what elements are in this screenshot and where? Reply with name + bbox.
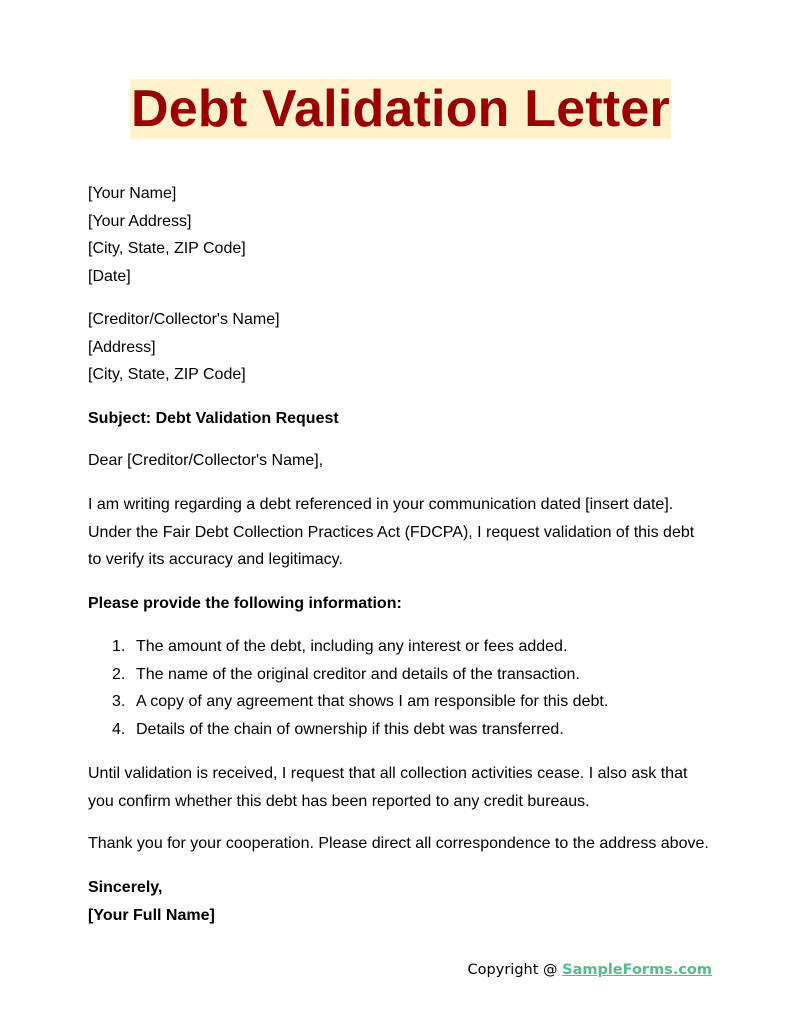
brand-link[interactable]: SampleForms.com: [562, 962, 712, 978]
recipient-name: [Creditor/Collector's Name]: [88, 311, 280, 328]
list-item-text: The amount of the debt, including any interest or fees added.: [136, 638, 568, 655]
list-item: [88, 688, 718, 716]
signature: [Your Full Name]: [88, 906, 215, 924]
info-list: [88, 633, 718, 743]
subject-line: Subject: Debt Validation Request: [88, 410, 339, 427]
sender-city-state-zip: [City, State, ZIP Code]: [88, 240, 246, 257]
list-item: [88, 633, 718, 661]
list-item-text: The name of the original creditor and details of the transaction.: [136, 665, 580, 683]
salutation: Dear [Creditor/Collector's Name],: [88, 452, 324, 469]
sender-name: [Your Name]: [88, 185, 177, 202]
title-wrap: [0, 79, 801, 139]
page-title: Debt Validation Letter: [131, 80, 670, 138]
closing-block: [88, 874, 718, 929]
recipient-city-state-zip: [City, State, ZIP Code]: [88, 366, 246, 383]
copyright-footer: [468, 958, 712, 982]
list-item: [88, 716, 718, 744]
info-list-block: [88, 633, 718, 743]
list-item-text: A copy of any agreement that shows I am responsible for this debt.: [136, 693, 609, 711]
list-item: [88, 661, 718, 689]
sender-address: [Your Address]: [88, 212, 192, 230]
intro-line: to verify its accuracy and legitimacy.: [88, 551, 343, 568]
cease-paragraph: [88, 760, 718, 815]
copyright-prefix: Copyright @: [467, 962, 563, 978]
list-item-text: Details of the chain of ownership if this debt was transferred.: [136, 720, 564, 738]
info-heading-block: [88, 590, 718, 618]
salutation-block: [88, 447, 718, 475]
sender-date: [Date]: [88, 267, 131, 285]
closing: Sincerely,: [88, 879, 163, 896]
cease-line: you confirm whether this debt has been reported to any credit bureaus.: [88, 792, 590, 810]
cease-line: Until validation is received, I request that all collection activities cease. I also ask that: [88, 765, 688, 782]
intro-paragraph: [88, 491, 718, 574]
list-number: 2.: [112, 665, 126, 683]
list-number: 4.: [112, 720, 126, 738]
thanks-paragraph: [88, 830, 718, 858]
list-number: 3.: [112, 693, 126, 711]
sender-block: [88, 180, 718, 290]
list-number: 1.: [112, 638, 126, 655]
recipient-address: [Address]: [88, 338, 156, 356]
subject-block: [88, 405, 718, 433]
thanks-line: Thank you for your cooperation. Please direct all correspondence to the address above.: [88, 835, 709, 852]
info-heading: Please provide the following information:: [88, 595, 402, 612]
intro-line: Under the Fair Debt Collection Practices Act (FDCPA), I request validation of this debt: [88, 523, 695, 541]
recipient-block: [88, 306, 718, 389]
intro-line: I am writing regarding a debt referenced in your communication dated [insert date].: [88, 496, 674, 513]
